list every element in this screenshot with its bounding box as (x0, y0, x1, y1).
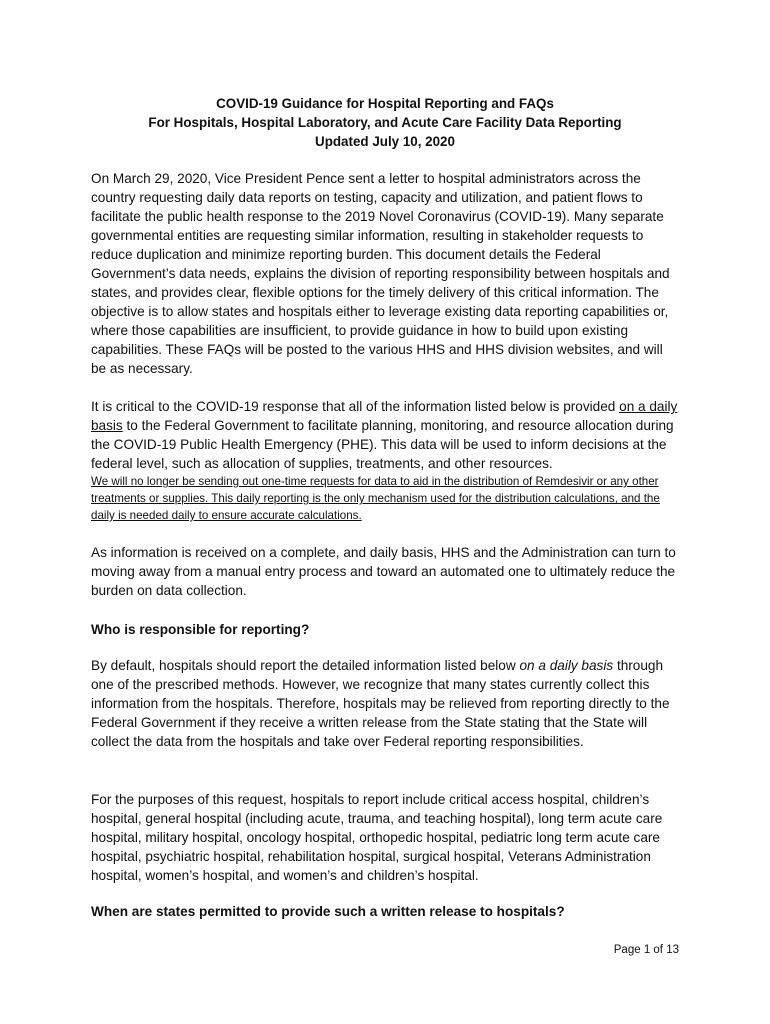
purposes-paragraph (91, 790, 681, 885)
automation-paragraph (91, 543, 681, 600)
heading-responsible: Who is responsible for reporting? (91, 622, 310, 637)
intro-paragraph (91, 169, 681, 378)
critical-note-text: We will no longer be sending out one-time requests for data to aid in the distribution of Remdesivir or any other treatments or supplies. This daily reporting is the only mechanism used for the distribution calculations, and the daily is needed daily to ensure accurate calculations. (91, 475, 660, 522)
default-text-b: through one of the prescribed methods. However, we recognize that many states currently collect this information from the hospitals. Therefore, hospitals may be relieved from reporting directly to the Federal Government if they receive a written release from the State stating that the State will collect the data from the hospitals and take over Federal reporting responsibilities. (91, 658, 670, 749)
title-line-1: COVID-19 Guidance for Hospital Reporting and FAQs (216, 96, 554, 111)
default-italic-phrase: on a daily basis (519, 658, 614, 673)
critical-text-b: to the Federal Government to facilitate planning, monitoring, and resource allocation during the COVID-19 Public Health Emergency (PHE). This data will be used to inform decisions at the federal level, such as allocation of supplies, treatments, and other resources. (91, 418, 674, 471)
page-number: Page 1 of 13 (613, 944, 679, 956)
document-header (0, 94, 770, 151)
default-text-a: By default, hospitals should report the detailed information listed below (91, 658, 520, 673)
automation-text: As information is received on a complete, and daily basis, HHS and the Administration can turn to moving away from a manual entry process and toward an automated one to ultimately reduce the burden on data collection. (91, 545, 676, 598)
critical-underlined-phrase: on a daily basis (91, 399, 678, 433)
critical-note (91, 473, 681, 524)
critical-text-a: It is critical to the COVID-19 response that all of the information listed below is provided (91, 399, 620, 414)
heading-release: When are states permitted to provide such a written release to hospitals? (91, 904, 565, 919)
title-line-3: Updated July 10, 2020 (315, 134, 455, 149)
default-paragraph (91, 656, 681, 751)
purposes-text: For the purposes of this request, hospitals to report include critical access hospital, children’s hospital, general hospital (including acute, trauma, and teaching hospital), long term acute care hospital, military hospital, oncology hospital, orthopedic hospital, pediatric long term acute care hospital, psychiatric hospital, rehabilitation hospital, surgical hospital, Veterans Administration hospital, women’s hospital, and women’s and children’s hospital. (91, 792, 663, 883)
critical-paragraph (91, 397, 681, 473)
title-line-2: For Hospitals, Hospital Laboratory, and Acute Care Facility Data Reporting (148, 115, 622, 130)
intro-text: On March 29, 2020, Vice President Pence sent a letter to hospital administrators across the country requesting daily data reports on testing, capacity and utilization, and patient flows to facilitate the public health response to the 2019 Novel Coronavirus (COVID-19). Many separate governmental entities are requesting similar information, resulting in stakeholder requests to reduce duplication and minimize reporting burden. This document details the Federal Government’s data needs, explains the division of reporting responsibility between hospitals and states, and provides clear, flexible options for the timely delivery of this critical information. The objective is to allow states and hospitals either to leverage existing data reporting capabilities or, where those capabilities are insufficient, to provide guidance in how to build upon existing capabilities. These FAQs will be posted to the various HHS and HHS division websites, and will be as necessary. (91, 171, 670, 376)
